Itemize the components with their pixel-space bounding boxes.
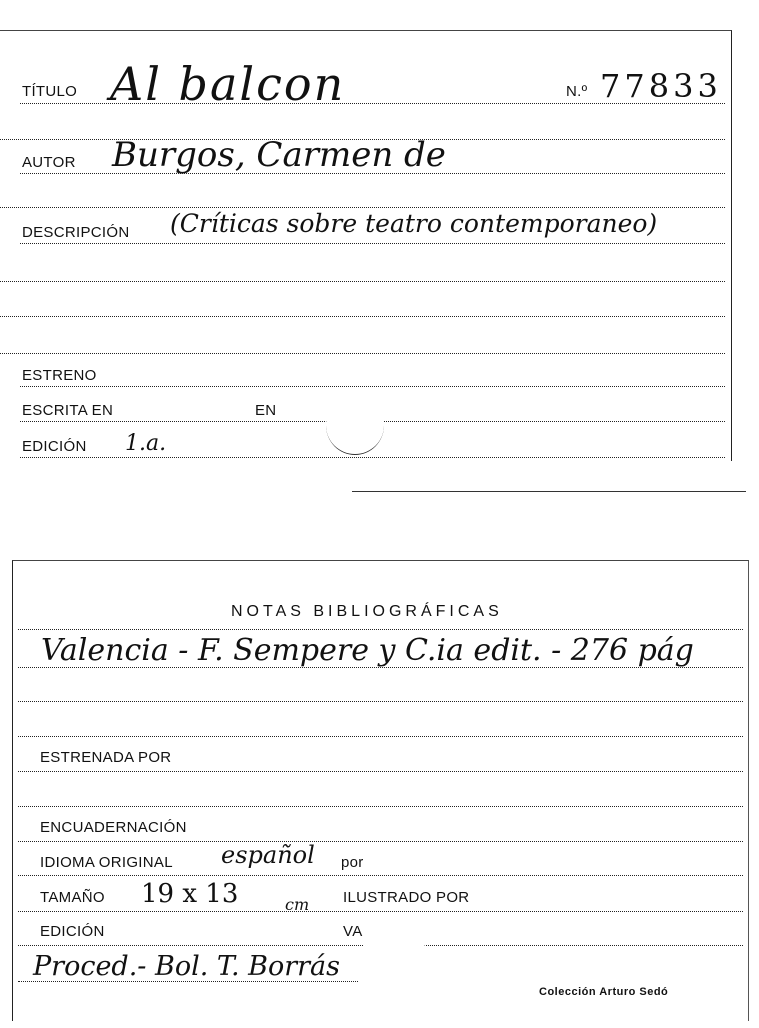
coleccion-stamp: Colección Arturo Sedó (539, 986, 669, 998)
numero-label: N.º (566, 83, 588, 100)
blank-rule (0, 353, 725, 354)
notas-value: Valencia - F. Sempere y C.ia edit. - 276 pág (41, 633, 694, 668)
estreno-label: ESTRENO (22, 367, 97, 384)
punch-hole (326, 396, 384, 455)
tamano-unit: cm (285, 895, 310, 914)
catalog-card-bottom (12, 560, 749, 1021)
estrenada-rule (18, 771, 743, 772)
escrita-en-label: ESCRITA EN (22, 402, 114, 419)
separator-rule (0, 207, 725, 208)
descripcion-label: DESCRIPCIÓN (22, 224, 130, 241)
procedencia-rule (18, 981, 358, 982)
edicion-rule (20, 457, 725, 458)
blank-rule (18, 806, 743, 807)
numero-value: 77833 (600, 67, 722, 105)
idioma-rule (18, 875, 743, 876)
notas-rule (18, 629, 743, 630)
edicion-label: EDICIÓN (22, 438, 87, 455)
estreno-rule (20, 386, 725, 387)
card-edge-line (352, 491, 746, 492)
encuadernacion-label: ENCUADERNACIÓN (40, 819, 187, 836)
titulo-value: Al balcon (110, 57, 346, 111)
notas-heading: NOTAS BIBLIOGRÁFICAS (231, 603, 503, 620)
blank-rule (0, 281, 725, 282)
descripcion-rule (20, 243, 725, 244)
edicion-value: 1.a. (125, 431, 167, 456)
blank-rule (18, 736, 743, 737)
tamano-rule (18, 911, 743, 912)
descripcion-value: (Críticas sobre teatro contemporaneo) (170, 209, 658, 238)
catalog-card-top (0, 30, 732, 461)
titulo-label: TÍTULO (22, 83, 78, 100)
tamano-label: TAMAÑO (40, 889, 105, 906)
en-label: EN (255, 402, 277, 419)
autor-label: AUTOR (22, 154, 76, 171)
va-label: VA (343, 923, 363, 940)
edicion-label: EDICIÓN (40, 923, 105, 940)
estrenada-por-label: ESTRENADA POR (40, 749, 172, 766)
punch-hole (363, 919, 425, 981)
idioma-label: IDIOMA ORIGINAL (40, 854, 173, 871)
autor-value: Burgos, Carmen de (112, 135, 446, 175)
idioma-value: español (221, 841, 315, 869)
blank-rule (18, 701, 743, 702)
tamano-value: 19 x 13 (141, 879, 239, 909)
ilustrado-label: ILUSTRADO POR (343, 889, 470, 906)
procedencia-value: Proced.- Bol. T. Borrás (33, 951, 340, 982)
por-label: por (341, 854, 364, 871)
blank-rule (0, 316, 725, 317)
encuadernacion-rule (18, 841, 743, 842)
notas-rule (18, 667, 743, 668)
